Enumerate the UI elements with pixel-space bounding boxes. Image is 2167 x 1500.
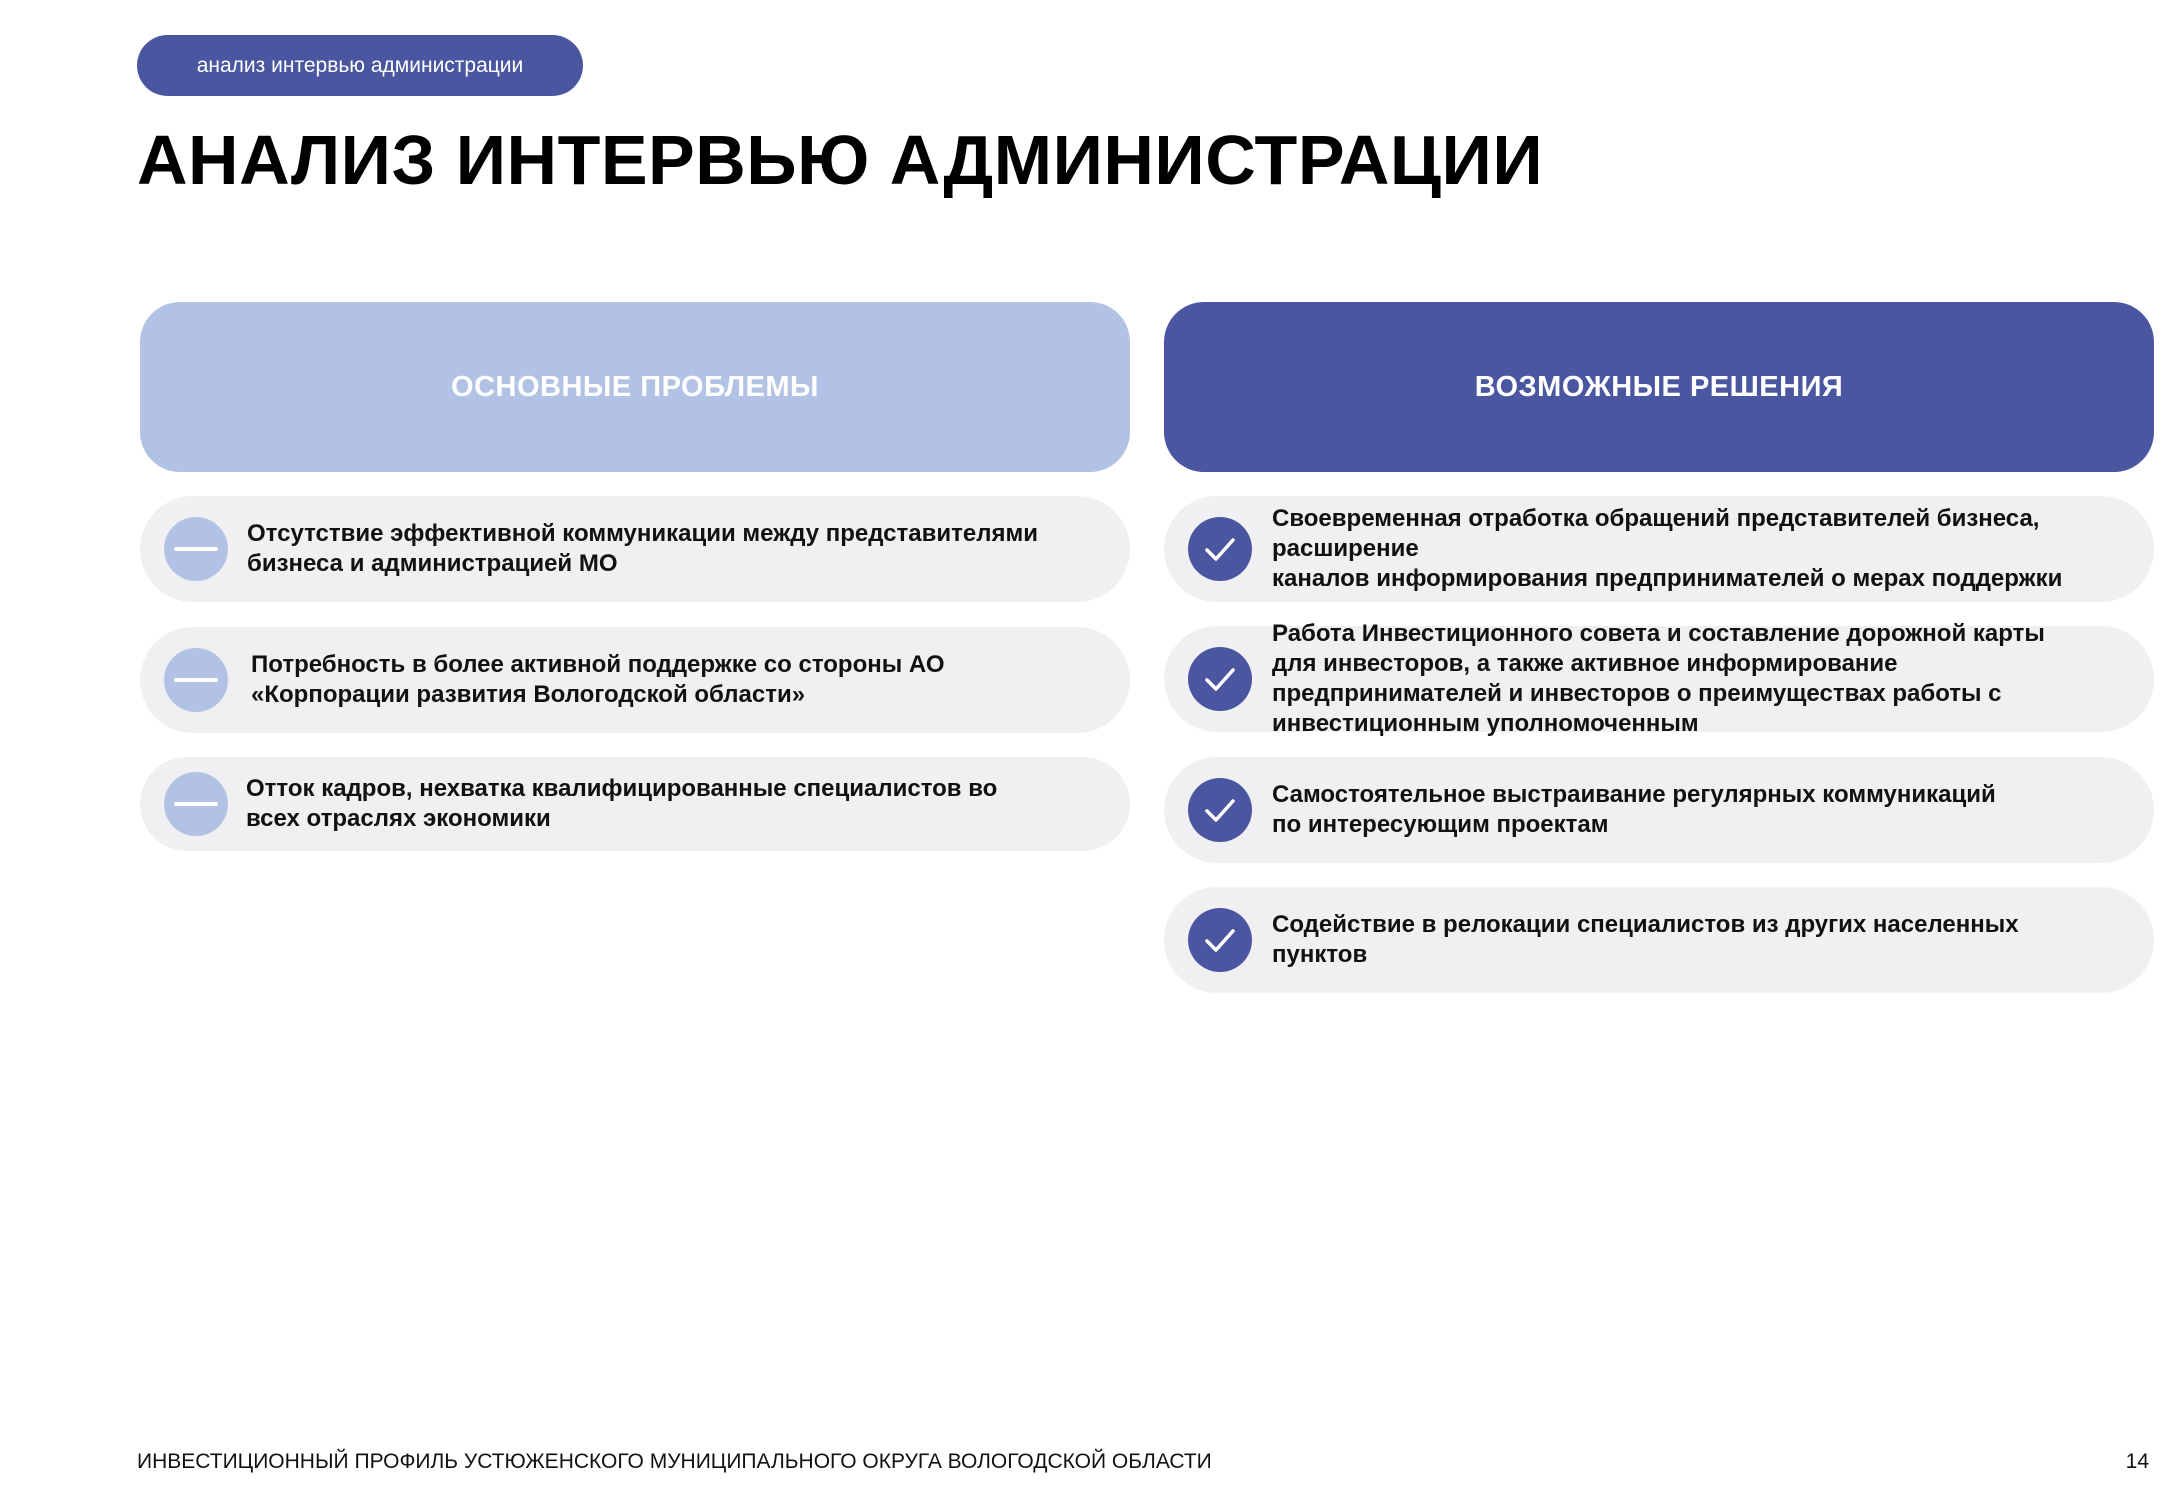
problem-item-text: Отсутствие эффективной коммуникации между представителями бизнеса и администрацией МО bbox=[247, 520, 1038, 577]
checkmark-icon bbox=[1188, 517, 1252, 581]
problem-item bbox=[140, 757, 1130, 851]
solution-item-text: Работа Инвестиционного совета и составление дорожной карты для инвесторов, а также активное информирование предпринимателей и инвесторов о преимуществах работы с инвестиционным уполномоченным bbox=[1272, 620, 2045, 737]
solution-item bbox=[1164, 620, 2154, 737]
minus-icon bbox=[164, 772, 228, 836]
checkmark-icon bbox=[1188, 647, 1252, 711]
problem-item-text: Потребность в более активной поддержке со стороны АО «Корпорации развития Вологодской области» bbox=[251, 651, 945, 708]
checkmark-icon bbox=[1188, 778, 1252, 842]
problems-column-header bbox=[140, 302, 1130, 472]
page-number: 14 bbox=[2125, 1450, 2149, 1473]
solution-item bbox=[1164, 496, 2154, 602]
solution-item-text: Содействие в релокации специалистов из других населенных пунктов bbox=[1272, 911, 2019, 968]
problem-item bbox=[140, 496, 1130, 602]
footer-text: ИНВЕСТИЦИОННЫЙ ПРОФИЛЬ УСТЮЖЕНСКОГО МУНИЦИПАЛЬНОГО ОКРУГА ВОЛОГОДСКОЙ ОБЛАСТИ bbox=[137, 1450, 1212, 1473]
problem-item-text: Отток кадров, нехватка квалифицированные специалистов во всех отраслях экономики bbox=[246, 775, 998, 832]
solution-item bbox=[1164, 887, 2154, 993]
checkmark-icon bbox=[1188, 908, 1252, 972]
page-title: АНАЛИЗ ИНТЕРВЬЮ АДМИНИСТРАЦИИ bbox=[137, 121, 1544, 199]
solution-item bbox=[1164, 757, 2154, 863]
solution-item-text: Своевременная отработка обращений представителей бизнеса, расширение каналов информирования предпринимателей о мерах поддержки bbox=[1272, 505, 2063, 592]
section-tag: анализ интервью администрации bbox=[137, 35, 583, 96]
solutions-heading: ВОЗМОЖНЫЕ РЕШЕНИЯ bbox=[1474, 370, 1844, 403]
minus-icon bbox=[164, 517, 228, 581]
problems-heading: ОСНОВНЫЕ ПРОБЛЕМЫ bbox=[451, 370, 819, 403]
problem-item bbox=[140, 627, 1130, 733]
solutions-column-header bbox=[1164, 302, 2154, 472]
solution-item-text: Самостоятельное выстраивание регулярных коммуникаций по интересующим проектам bbox=[1272, 781, 1996, 838]
minus-icon bbox=[164, 648, 228, 712]
